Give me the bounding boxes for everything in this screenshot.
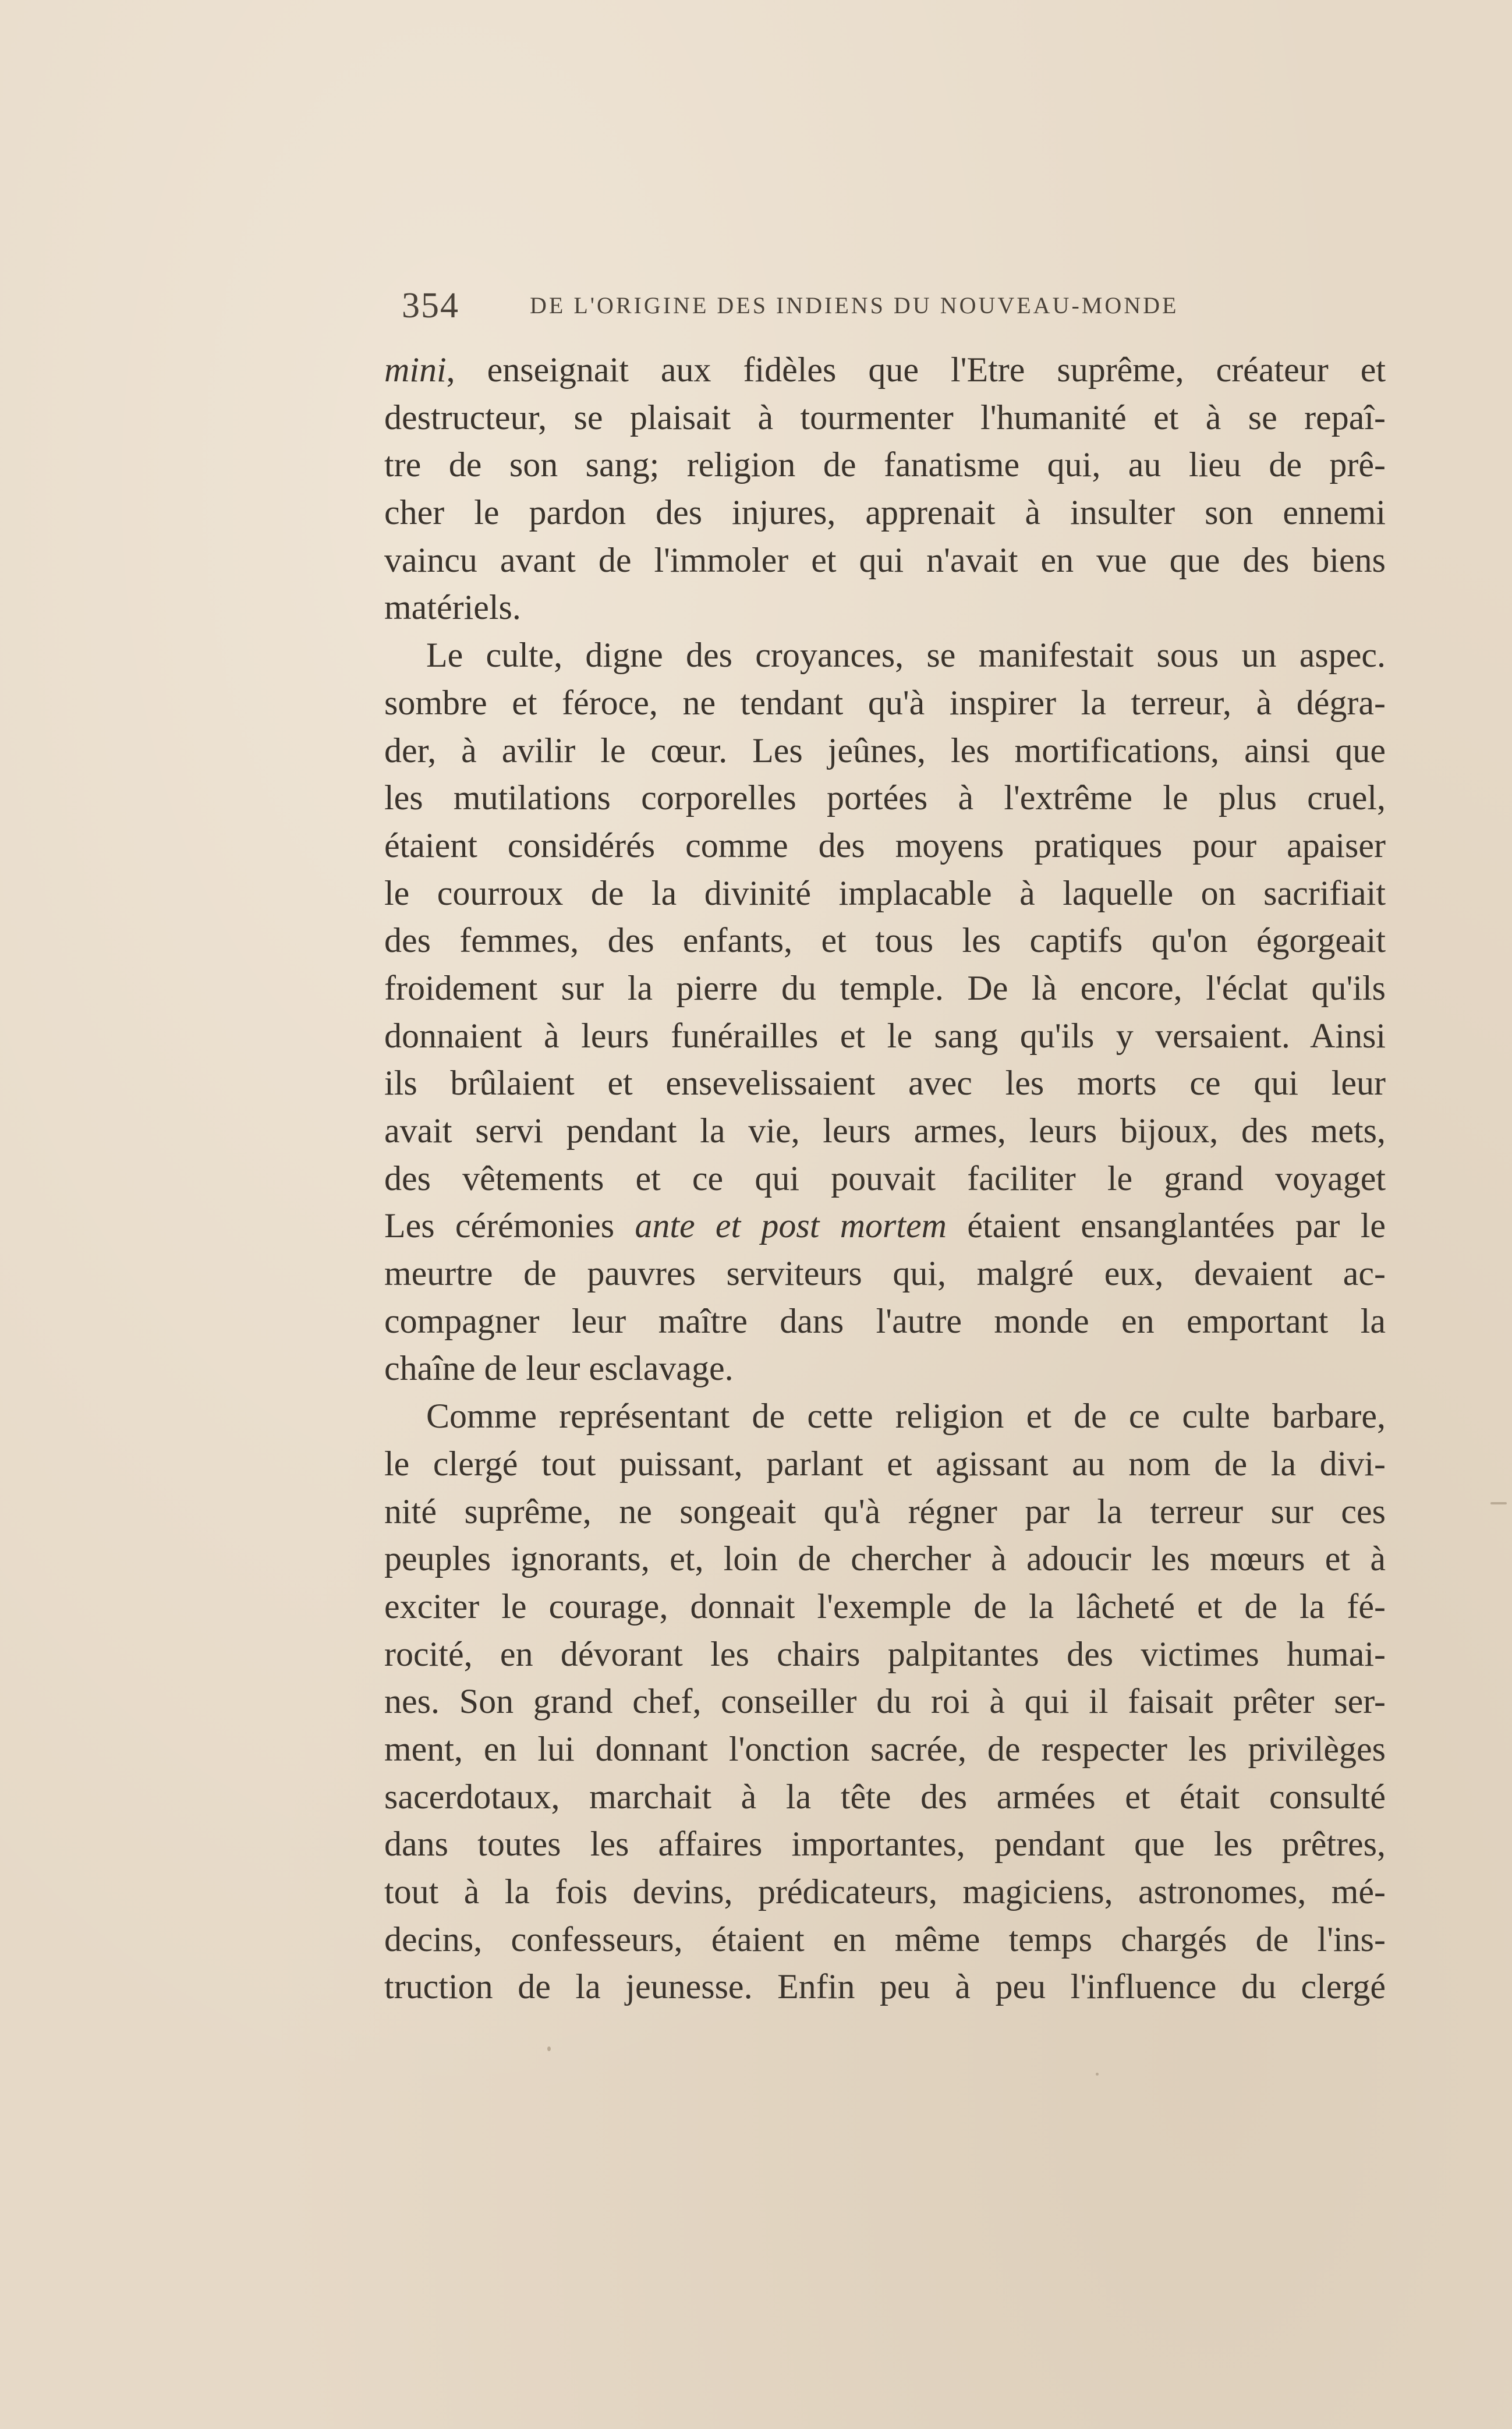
text-line	[384, 1202, 1386, 1250]
text-line: rocité, en dévorant les chairs palpitantes des victimes humai-	[384, 1634, 1386, 1673]
text-line: der, à avilir le cœur. Les jeûnes, les mortifications, ainsi que	[384, 731, 1386, 770]
line-text: , enseignait aux fidèles que l'Etre suprême, créateur et	[446, 350, 1386, 389]
text-line: tout à la fois devins, prédicateurs, magiciens, astronomes, mé-	[384, 1872, 1386, 1911]
text-line: sacerdotaux, marchait à la tête des armées et était consulté	[384, 1777, 1386, 1816]
text-line: les mutilations corporelles portées à l'extrême le plus cruel,	[384, 778, 1386, 817]
text-line: cher le pardon des injures, apprenait à insulter son ennemi	[384, 493, 1386, 532]
italic-word: mini	[384, 350, 447, 389]
text-line: compagner leur maître dans l'autre monde en emportant la	[384, 1301, 1386, 1340]
paragraph-end-line: chaîne de leur esclavage.	[384, 1349, 734, 1388]
text-line: vaincu avant de l'immoler et qui n'avait en vue que des biens	[384, 540, 1386, 579]
paragraph-start-line: Le culte, digne des croyances, se manifestait sous un aspec.	[426, 636, 1386, 675]
paper-speck	[1096, 2073, 1099, 2076]
text-line: truction de la jeunesse. Enfin peu à peu l'influence du clergé	[384, 1967, 1386, 2006]
paper-speck	[547, 2046, 551, 2051]
paragraph-end-line: matériels.	[384, 588, 521, 627]
text-line: nes. Son grand chef, conseiller du roi à qui il faisait prêter ser-	[384, 1682, 1386, 1721]
page-number: 354	[402, 286, 459, 325]
text-line: froidement sur la pierre du temple. De là encore, l'éclat qu'ils	[384, 968, 1386, 1007]
page-header	[402, 282, 1386, 329]
text-line: le courroux de la divinité implacable à laquelle on sacrifiait	[384, 873, 1386, 912]
text-line: tre de son sang; religion de fanatisme qui, au lieu de prê-	[384, 445, 1386, 484]
text-line: ment, en lui donnant l'onction sacrée, de respecter les privilèges	[384, 1729, 1386, 1768]
body-text	[384, 346, 1386, 2011]
text-line: des femmes, des enfants, et tous les captifs qu'on égorgeait	[384, 921, 1386, 960]
text-line: ils brûlaient et ensevelissaient avec les morts ce qui leur	[384, 1064, 1386, 1103]
line-text: étaient ensanglantées par le	[947, 1206, 1386, 1245]
text-line: des vêtements et ce qui pouvait faciliter le grand voyaget	[384, 1159, 1386, 1198]
text-line: decins, confesseurs, étaient en même temps chargés de l'ins-	[384, 1920, 1386, 1959]
text-line: donnaient à leurs funérailles et le sang qu'ils y versaient. Ainsi	[384, 1016, 1386, 1055]
text-line: dans toutes les affaires importantes, pendant que les prêtres,	[384, 1825, 1386, 1864]
text-line	[384, 346, 1386, 394]
text-line: peuples ignorants, et, loin de chercher à adoucir les mœurs et à	[384, 1539, 1386, 1578]
paper-speck	[1490, 1502, 1507, 1504]
running-head: DE L'ORIGINE DES INDIENS DU NOUVEAU-MONDE	[530, 292, 1179, 318]
italic-phrase: ante et post mortem	[635, 1206, 947, 1245]
text-line: destructeur, se plaisait à tourmenter l'humanité et à se repaî-	[384, 398, 1386, 437]
line-text: Les cérémonies	[384, 1206, 635, 1245]
paragraph-start-line: Comme représentant de cette religion et de ce culte barbare,	[426, 1397, 1386, 1436]
text-line: nité suprême, ne songeait qu'à régner par la terreur sur ces	[384, 1492, 1386, 1531]
text-line: sombre et féroce, ne tendant qu'à inspirer la terreur, à dégra-	[384, 683, 1386, 722]
text-line: étaient considérés comme des moyens pratiques pour apaiser	[384, 826, 1386, 865]
text-line: exciter le courage, donnait l'exemple de la lâcheté et de la fé-	[384, 1587, 1386, 1626]
text-line: meurtre de pauvres serviteurs qui, malgré eux, devaient ac-	[384, 1254, 1386, 1293]
text-line: avait servi pendant la vie, leurs armes, leurs bijoux, des mets,	[384, 1111, 1386, 1150]
text-line: le clergé tout puissant, parlant et agissant au nom de la divi-	[384, 1444, 1386, 1483]
